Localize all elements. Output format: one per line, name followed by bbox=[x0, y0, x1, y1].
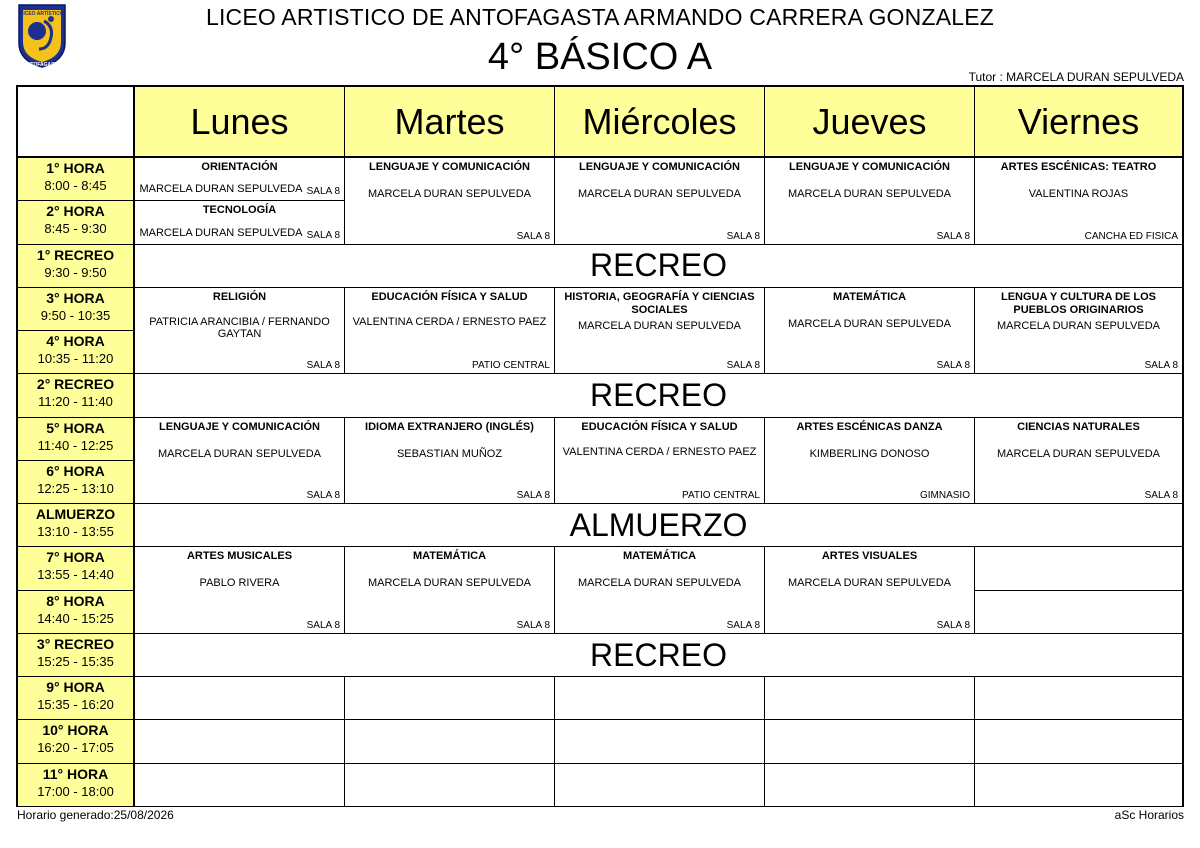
lesson-room: SALA 8 bbox=[516, 490, 550, 502]
lesson-teacher: SEBASTIAN MUÑOZ bbox=[396, 447, 503, 460]
period-name: 3° HORA bbox=[46, 289, 105, 306]
lesson-cell[interactable] bbox=[555, 158, 765, 245]
period-cell bbox=[18, 461, 135, 504]
school-name: LICEO ARTISTICO DE ANTOFAGASTA ARMANDO CARRERA GONZALEZ bbox=[205, 4, 995, 30]
class-name: 4° BÁSICO A bbox=[487, 36, 713, 78]
period-name: 11° HORA bbox=[42, 765, 109, 782]
period-cell bbox=[18, 677, 135, 720]
empty-slot bbox=[135, 764, 345, 807]
empty-slot bbox=[345, 677, 555, 720]
lesson-teacher: MARCELA DURAN SEPULVEDA bbox=[139, 226, 303, 239]
lesson-cell[interactable] bbox=[555, 547, 765, 634]
lesson-subject: MATEMÁTICA bbox=[622, 550, 697, 563]
lesson-teacher: VALENTINA CERDA / ERNESTO PAEZ bbox=[562, 445, 757, 458]
period-cell bbox=[18, 245, 135, 288]
empty-slot bbox=[345, 720, 555, 763]
lesson-room: SALA 8 bbox=[306, 229, 340, 241]
period-cell bbox=[18, 158, 135, 201]
period-time: 12:25 - 13:10 bbox=[37, 480, 114, 496]
lesson-cell[interactable] bbox=[555, 288, 765, 375]
lesson-teacher: MARCELA DURAN SEPULVEDA bbox=[367, 188, 531, 200]
lesson-cell[interactable] bbox=[765, 288, 975, 375]
lesson-room: SALA 8 bbox=[306, 490, 340, 502]
period-name: 1° HORA bbox=[46, 160, 105, 176]
lesson-room: SALA 8 bbox=[516, 230, 550, 242]
lesson-teacher: PABLO RIVERA bbox=[199, 577, 280, 590]
school-logo bbox=[17, 3, 67, 68]
lesson-room: SALA 8 bbox=[306, 186, 340, 198]
lesson-subject: ORIENTACIÓN bbox=[201, 161, 278, 173]
period-cell bbox=[18, 764, 135, 807]
lesson-teacher: MARCELA DURAN SEPULVEDA bbox=[787, 317, 951, 330]
lesson-teacher: MARCELA DURAN SEPULVEDA bbox=[577, 577, 741, 590]
generated-date: Horario generado:25/08/2026 bbox=[17, 808, 174, 822]
period-time: 9:50 - 10:35 bbox=[40, 307, 111, 323]
period-time: 10:35 - 11:20 bbox=[37, 351, 114, 367]
empty-slot bbox=[975, 591, 1182, 634]
lesson-cell[interactable] bbox=[135, 201, 345, 244]
period-time: 14:40 - 15:25 bbox=[37, 610, 114, 626]
period-time: 8:45 - 9:30 bbox=[44, 221, 107, 237]
break-row: RECREO bbox=[135, 634, 1182, 677]
period-cell bbox=[18, 504, 135, 547]
empty-slot bbox=[975, 764, 1182, 807]
empty-slot bbox=[765, 720, 975, 763]
corner-cell bbox=[18, 87, 135, 158]
period-name: 2° RECREO bbox=[36, 376, 115, 393]
lesson-room: SALA 8 bbox=[936, 619, 970, 631]
lesson-subject: MATEMÁTICA bbox=[832, 290, 907, 303]
lesson-room: SALA 8 bbox=[726, 230, 760, 242]
lesson-teacher: MARCELA DURAN SEPULVEDA bbox=[996, 319, 1160, 332]
lesson-room: SALA 8 bbox=[1144, 490, 1178, 502]
lesson-cell[interactable] bbox=[135, 547, 345, 634]
lesson-subject: LENGUAJE Y COMUNICACIÓN bbox=[369, 161, 530, 173]
lesson-subject: EDUCACIÓN FÍSICA Y SALUD bbox=[581, 420, 738, 433]
software-name: aSc Horarios bbox=[1114, 808, 1184, 822]
lesson-teacher: MARCELA DURAN SEPULVEDA bbox=[577, 319, 741, 332]
lesson-room: SALA 8 bbox=[726, 619, 760, 631]
lesson-teacher: KIMBERLING DONOSO bbox=[809, 447, 930, 460]
period-cell bbox=[18, 547, 135, 590]
period-name: 2° HORA bbox=[46, 203, 105, 220]
period-cell bbox=[18, 331, 135, 374]
period-time: 11:20 - 11:40 bbox=[38, 394, 113, 410]
lesson-cell[interactable] bbox=[765, 158, 975, 245]
lesson-room: PATIO CENTRAL bbox=[472, 360, 550, 372]
break-row: ALMUERZO bbox=[135, 504, 1182, 547]
period-name: 3° RECREO bbox=[36, 635, 115, 652]
lesson-subject: EDUCACIÓN FÍSICA Y SALUD bbox=[371, 290, 528, 303]
lesson-subject: HISTORIA, GEOGRAFÍA Y CIENCIAS SOCIALES bbox=[564, 290, 755, 316]
lesson-room: SALA 8 bbox=[306, 360, 340, 372]
svg-text:ANTOFAGASTA: ANTOFAGASTA bbox=[23, 62, 61, 68]
lesson-room: CANCHA ED FISICA bbox=[1084, 230, 1178, 242]
lesson-teacher: PATRICIA ARANCIBIA / FERNANDO GAYTAN bbox=[149, 315, 330, 340]
lesson-subject: IDIOMA EXTRANJERO (INGLÉS) bbox=[365, 420, 534, 433]
period-time: 11:40 - 12:25 bbox=[37, 437, 114, 453]
lesson-subject: ARTES VISUALES bbox=[821, 550, 918, 563]
lesson-subject: LENGUAJE Y COMUNICACIÓN bbox=[789, 161, 950, 173]
period-name: 6° HORA bbox=[46, 462, 105, 479]
period-time: 13:10 - 13:55 bbox=[37, 524, 114, 540]
break-row: RECREO bbox=[135, 374, 1182, 417]
period-cell bbox=[18, 201, 135, 244]
empty-slot bbox=[765, 764, 975, 807]
period-time: 8:00 - 8:45 bbox=[44, 178, 107, 193]
period-name: 10° HORA bbox=[42, 722, 109, 739]
break-row: RECREO bbox=[135, 245, 1182, 288]
period-time: 9:30 - 9:50 bbox=[44, 264, 107, 280]
period-cell bbox=[18, 591, 135, 634]
lesson-cell[interactable] bbox=[765, 547, 975, 634]
period-cell bbox=[18, 720, 135, 763]
lesson-cell[interactable] bbox=[135, 418, 345, 505]
timetable-grid bbox=[16, 85, 1184, 807]
lesson-subject: ARTES MUSICALES bbox=[186, 550, 293, 563]
lesson-teacher: VALENTINA ROJAS bbox=[1028, 188, 1129, 200]
lesson-cell[interactable] bbox=[135, 288, 345, 375]
period-time: 15:25 - 15:35 bbox=[37, 653, 114, 669]
period-time: 17:00 - 18:00 bbox=[37, 783, 114, 799]
lesson-cell[interactable] bbox=[345, 288, 555, 375]
lesson-room: GIMNASIO bbox=[919, 490, 970, 502]
empty-slot bbox=[135, 720, 345, 763]
lesson-teacher: MARCELA DURAN SEPULVEDA bbox=[787, 577, 951, 590]
lesson-subject: LENGUAJE Y COMUNICACIÓN bbox=[579, 161, 740, 173]
period-cell bbox=[18, 418, 135, 461]
svg-text:LICEO ARTÍSTICO: LICEO ARTÍSTICO bbox=[20, 11, 64, 17]
period-cell bbox=[18, 288, 135, 331]
period-time: 13:55 - 14:40 bbox=[37, 567, 114, 583]
period-time: 15:35 - 16:20 bbox=[37, 697, 114, 713]
lesson-room: SALA 8 bbox=[936, 230, 970, 242]
period-name: 4° HORA bbox=[46, 333, 105, 350]
empty-slot bbox=[555, 764, 765, 807]
lesson-subject: ARTES ESCÉNICAS DANZA bbox=[796, 420, 943, 433]
lesson-room: PATIO CENTRAL bbox=[682, 490, 760, 502]
empty-slot bbox=[975, 547, 1182, 590]
period-name: ALMUERZO bbox=[35, 506, 116, 523]
lesson-room: SALA 8 bbox=[936, 360, 970, 372]
empty-slot bbox=[555, 720, 765, 763]
day-header: Miércoles bbox=[555, 87, 765, 158]
period-name: 9° HORA bbox=[46, 679, 105, 696]
empty-slot bbox=[135, 677, 345, 720]
lesson-subject: TECNOLOGÍA bbox=[202, 204, 277, 217]
lesson-subject: CIENCIAS NATURALES bbox=[1017, 420, 1140, 433]
period-cell bbox=[18, 374, 135, 417]
lesson-cell[interactable] bbox=[975, 418, 1182, 505]
lesson-cell[interactable] bbox=[345, 158, 555, 245]
lesson-subject: RELIGIÓN bbox=[212, 290, 267, 303]
day-header: Viernes bbox=[975, 87, 1182, 158]
day-header: Lunes bbox=[135, 87, 345, 158]
lesson-teacher: MARCELA DURAN SEPULVEDA bbox=[139, 183, 303, 196]
period-name: 1° RECREO bbox=[36, 246, 115, 263]
lesson-room: SALA 8 bbox=[1144, 360, 1178, 372]
empty-slot bbox=[345, 764, 555, 807]
lesson-teacher: VALENTINA CERDA / ERNESTO PAEZ bbox=[352, 315, 547, 328]
lesson-room: SALA 8 bbox=[516, 619, 550, 631]
lesson-subject: ARTES ESCÉNICAS: TEATRO bbox=[1000, 161, 1157, 173]
lesson-cell[interactable] bbox=[555, 418, 765, 505]
lesson-cell[interactable] bbox=[975, 158, 1182, 245]
period-cell bbox=[18, 634, 135, 677]
lesson-subject: LENGUA Y CULTURA DE LOS PUEBLOS ORIGINARIOS bbox=[1000, 290, 1157, 316]
tutor-label: Tutor : MARCELA DURAN SEPULVEDA bbox=[968, 70, 1184, 84]
lesson-cell[interactable] bbox=[345, 418, 555, 505]
empty-slot bbox=[555, 677, 765, 720]
day-header: Martes bbox=[345, 87, 555, 158]
lesson-cell[interactable] bbox=[975, 288, 1182, 375]
lesson-room: SALA 8 bbox=[726, 360, 760, 372]
lesson-subject: LENGUAJE Y COMUNICACIÓN bbox=[159, 420, 320, 433]
lesson-teacher: MARCELA DURAN SEPULVEDA bbox=[996, 447, 1160, 460]
lesson-subject: MATEMÁTICA bbox=[412, 550, 487, 563]
day-header: Jueves bbox=[765, 87, 975, 158]
lesson-room: SALA 8 bbox=[306, 619, 340, 631]
empty-slot bbox=[975, 720, 1182, 763]
lesson-teacher: MARCELA DURAN SEPULVEDA bbox=[577, 188, 741, 200]
period-name: 7° HORA bbox=[46, 549, 105, 566]
empty-slot bbox=[975, 677, 1182, 720]
period-name: 8° HORA bbox=[46, 592, 105, 609]
lesson-cell[interactable] bbox=[345, 547, 555, 634]
empty-slot bbox=[765, 677, 975, 720]
period-time: 16:20 - 17:05 bbox=[37, 740, 114, 756]
lesson-teacher: MARCELA DURAN SEPULVEDA bbox=[787, 188, 951, 200]
lesson-teacher: MARCELA DURAN SEPULVEDA bbox=[157, 447, 321, 460]
period-name: 5° HORA bbox=[46, 419, 105, 436]
lesson-cell[interactable] bbox=[135, 158, 345, 201]
lesson-teacher: MARCELA DURAN SEPULVEDA bbox=[367, 577, 531, 590]
lesson-cell[interactable] bbox=[765, 418, 975, 505]
